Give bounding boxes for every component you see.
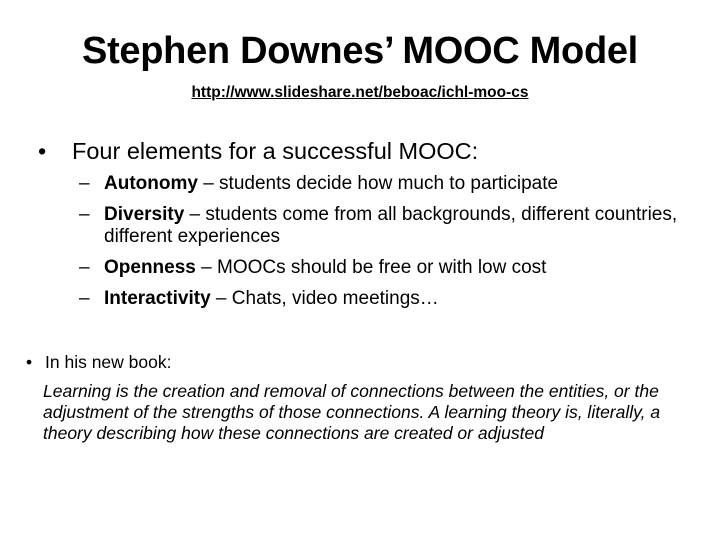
main-bullet — [38, 138, 478, 165]
element-description: – MOOCs should be free or with low cost — [195, 257, 547, 278]
element-term: Interactivity — [104, 288, 211, 309]
slide-title: Stephen Downes’ MOOC Model — [82, 30, 638, 72]
book-bullet-text: In his new book: — [45, 352, 172, 372]
element-term: Autonomy — [104, 173, 198, 194]
elements-list — [79, 173, 709, 319]
list-item-interactivity — [79, 288, 709, 310]
book-quote: Learning is the creation and removal of connections between the entities, or the adjustment of the strengths of those connections. A learning theory is, literally, a theory describing how these connections are created or adjusted — [43, 381, 661, 443]
element-description: – students come from all backgrounds, different countries, different experiences — [104, 204, 678, 247]
bullet-icon: • — [26, 352, 33, 372]
dash-icon: – — [79, 288, 90, 309]
book-bullet — [26, 352, 171, 373]
dash-icon: – — [79, 257, 90, 278]
list-item-openness — [79, 257, 709, 279]
list-item-autonomy — [79, 173, 709, 195]
main-bullet-text: Four elements for a successful MOOC: — [72, 138, 479, 164]
list-item-diversity — [79, 204, 709, 248]
element-term: Diversity — [104, 204, 185, 225]
element-term: Openness — [104, 257, 196, 278]
element-description: – students decide how much to participate — [197, 173, 559, 194]
element-description: – Chats, video meetings… — [210, 288, 439, 309]
slideshare-link[interactable]: http://www.slideshare.net/beboac/ichl-moo-cs — [191, 84, 529, 101]
bullet-icon: • — [38, 138, 47, 164]
dash-icon: – — [79, 204, 90, 225]
dash-icon: – — [79, 173, 90, 194]
